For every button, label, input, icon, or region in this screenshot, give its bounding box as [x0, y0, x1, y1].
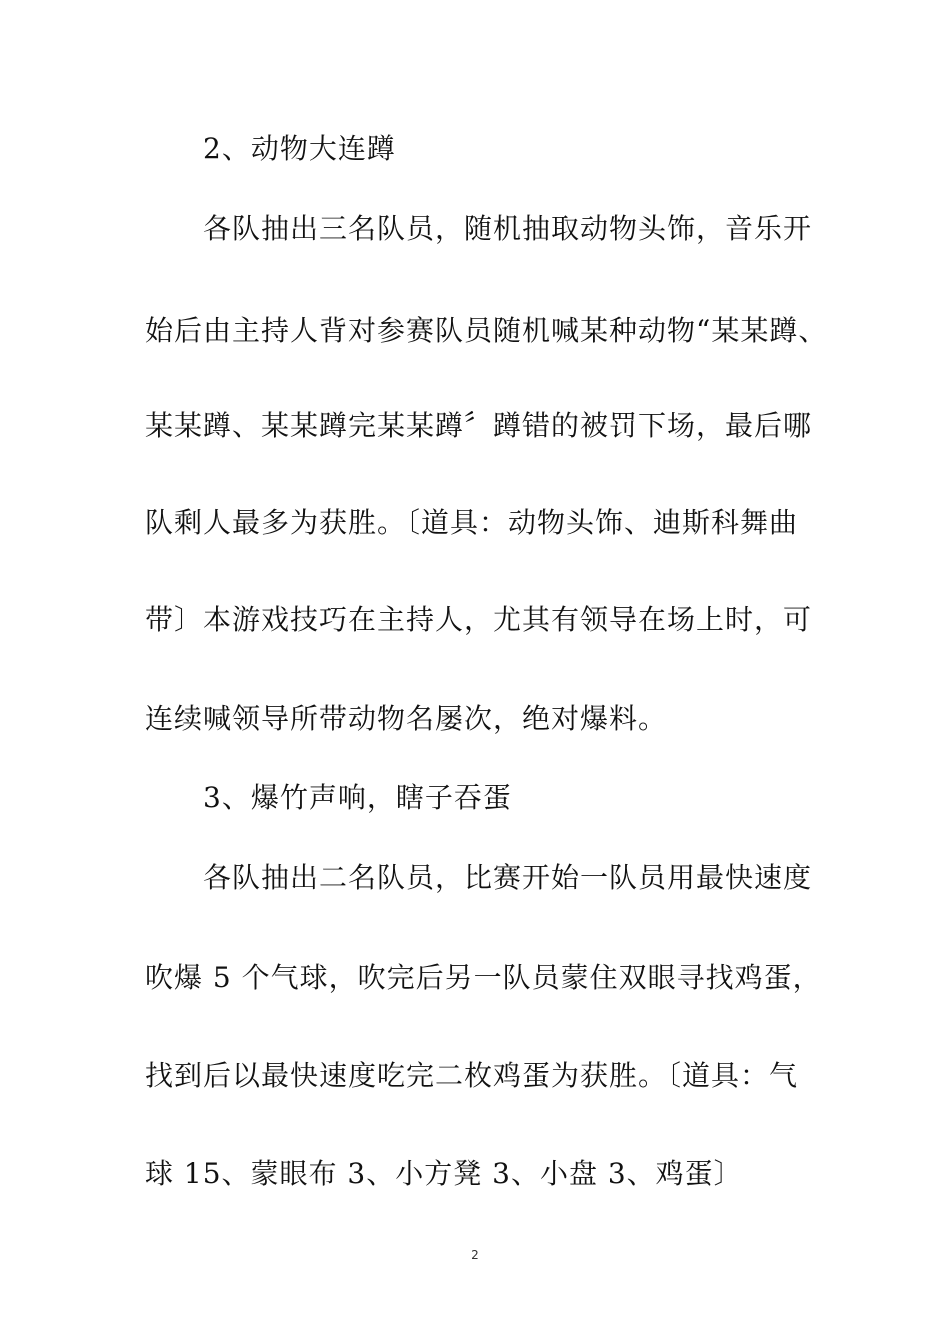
paragraph-line: 某某蹲、某某蹲完某某蹲〞蹲错的被罚下场，最后哪 [145, 409, 813, 442]
section-heading: 2、动物大连蹲 [203, 132, 396, 165]
paragraph-line: 各队抽出二名队员，比赛开始一队员用最快速度 [203, 861, 813, 894]
paragraph-line: 始后由主持人背对参赛队员随机喊某种动物“某某蹲、 [145, 314, 828, 347]
paragraph-line: 连续喊领导所带动物名屡次，绝对爆料。 [145, 702, 668, 735]
paragraph-line: 吹爆 5 个气球，吹完后另一队员蒙住双眼寻找鸡蛋， [145, 961, 822, 994]
page-number: 2 [471, 1248, 479, 1262]
paragraph-line: 球 15、蒙眼布 3、小方凳 3、小盘 3、鸡蛋〕 [145, 1157, 743, 1190]
paragraph-line: 队剩人最多为获胜。〔道具：动物头饰、迪斯科舞曲 [145, 506, 799, 539]
section-heading: 3、爆竹声响，瞎子吞蛋 [203, 781, 512, 814]
paragraph-line: 各队抽出三名队员，随机抽取动物头饰，音乐开 [203, 212, 813, 245]
paragraph-line: 带〕本游戏技巧在主持人，尤其有领导在场上时，可 [145, 603, 813, 636]
paragraph-line: 找到后以最快速度吃完二枚鸡蛋为获胜。〔道具：气 [145, 1059, 799, 1092]
